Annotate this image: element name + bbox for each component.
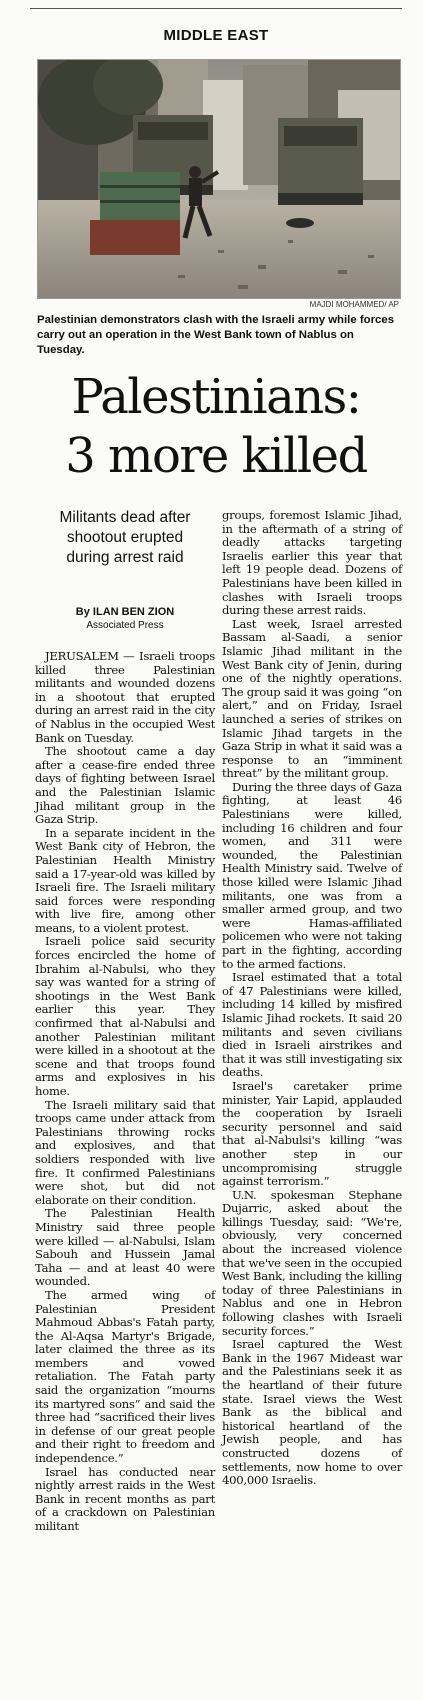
paragraph: U.N. spokesman Stephane Dujarric, asked about the killings Tuesday, said: “We're, obviously, very concerned about the increased violence that we've seen in the occupied West Bank, including the killing today of three Palestinians in Nablus and one in Hebron following clashes with Israeli security forces.”	[222, 1187, 402, 1338]
paragraph: groups, foremost Islamic Jihad, in the aftermath of a string of deadly attacks targeting Israelis earlier this year that left 19 people dead. Dozens of Palestinians have been killed in clashes with Israeli troops during these arrest raids.	[222, 508, 402, 618]
headline-line-1: Palestinians:	[71, 369, 361, 425]
paragraph: Last week, Israel arrested Bassam al-Saadi, a senior Islamic Jihad militant in the West Bank city of Jenin, during one of the nightly operations. The group said it was going “on alert,” and on Friday, Israel launched a series of strikes on Islamic Jihad targets in the Gaza Strip in what it said was a response to an “imminent threat” by the militant group.	[222, 616, 402, 781]
paragraph: The Israeli military said that troops came under attack from Palestinians throwing rocks and explosives, and that soldiers responded with live fire. It confirmed Palestinians were shot, but did not elaborate on their condition.	[35, 1097, 215, 1207]
deck-line-2: shootout erupted	[66, 529, 184, 546]
headline-line-2: 3 more killed	[65, 428, 367, 484]
paragraph: During the three days of Gaza fighting, at least 46 Palestinians were killed, including 16 children and four women, and 311 were wounded, the Palestinian Health Ministry said. Twelve of those killed were Islamic Jihad militants, one was from a smaller armed group, and two were Hamas-affiliated policemen who were not taking part in the fighting, according to the armed factions.	[222, 779, 402, 971]
right-body	[222, 509, 402, 1488]
headline	[30, 368, 402, 486]
paragraph: JERUSALEM — Israeli troops killed three Palestinian militants and wounded dozens in a shootout that erupted during an arrest raid in the city of Nablus in the occupied West Bank on Tuesday.	[35, 649, 215, 745]
paragraph: The shootout came a day after a cease-fire ended three days of fighting between Israel and the Palestinian Islamic Jihad militant group in the Gaza Strip.	[35, 744, 215, 827]
paragraph: The Palestinian Health Ministry said three people were killed — al-Nabulsi, Islam Sabouh and Hussein Jamal Taha — and at least 40 were wounded.	[35, 1206, 215, 1289]
paragraph: Israel estimated that a total of 47 Palestinians were killed, including 14 killed by misfired Islamic Jihad rockets. It said 20 militants and seven civilians died in Israeli airstrikes and that it was still investigating six deaths.	[222, 970, 402, 1080]
paragraph: Israeli police said security forces encircled the home of Ibrahim al-Nabulsi, who they say was wanted for a string of shootings in the West Bank earlier this year. They confirmed that al-Nabulsi and another Palestinian militant were killed in a shootout at the scene and that troops found arms and explosives in his home.	[35, 934, 215, 1098]
news-photo	[37, 59, 401, 299]
section-label: MIDDLE EAST	[163, 27, 269, 44]
top-rule	[30, 0, 402, 9]
right-column	[222, 509, 402, 1488]
deck-line-3: during arrest raid	[66, 549, 184, 566]
paragraph: Israel's caretaker prime minister, Yair Lapid, applauded the cooperation by Israeli security personnel and said that al-Nabulsi's killing “was another step in our uncompromising struggle against terrorism.”	[222, 1078, 402, 1189]
byline: By ILAN BEN ZION	[75, 606, 175, 618]
left-column	[35, 508, 215, 1534]
paragraph: Israel captured the West Bank in the 1967 Mideast war and the Palestinians seek it as the heartland of their future state. Israel views the West Bank as the biblical and historical heartland of the Jewish people, and has constructed dozens of settlements, now home to over 400,000 Israelis.	[222, 1337, 402, 1488]
left-body	[35, 650, 215, 1534]
paragraph: The armed wing of Palestinian President Mahmoud Abbas's Fatah party, the Al-Aqsa Martyr's Brigade, later claimed the three as its members and vowed retaliation. The Fatah party said the organization “mourns its martyred sons” and said the three had “sacrificed their lives in defense of our great people and their right to freedom and independence.”	[35, 1287, 215, 1466]
deck	[35, 508, 215, 592]
byline-affiliation: Associated Press	[86, 620, 164, 631]
deck-line-1: Militants dead after	[59, 509, 191, 526]
paragraph: Israel has conducted near nightly arrest raids in the West Bank in recent months as part of a crackdown on Palestinian militant	[35, 1464, 215, 1533]
photo-caption: Palestinian demonstrators clash with the Israeli army while forces carry out an operation in the West Bank town of Nablus on Tuesday.	[37, 314, 395, 356]
paragraph: In a separate incident in the West Bank city of Hebron, the Palestinian Health Ministry said a 17-year-old was killed by Israeli fire. The Israeli military said forces were responding with live fire, among other means, to a violent protest.	[35, 825, 215, 935]
photo-credit: MAJDI MOHAMMED/ AP	[309, 300, 399, 309]
